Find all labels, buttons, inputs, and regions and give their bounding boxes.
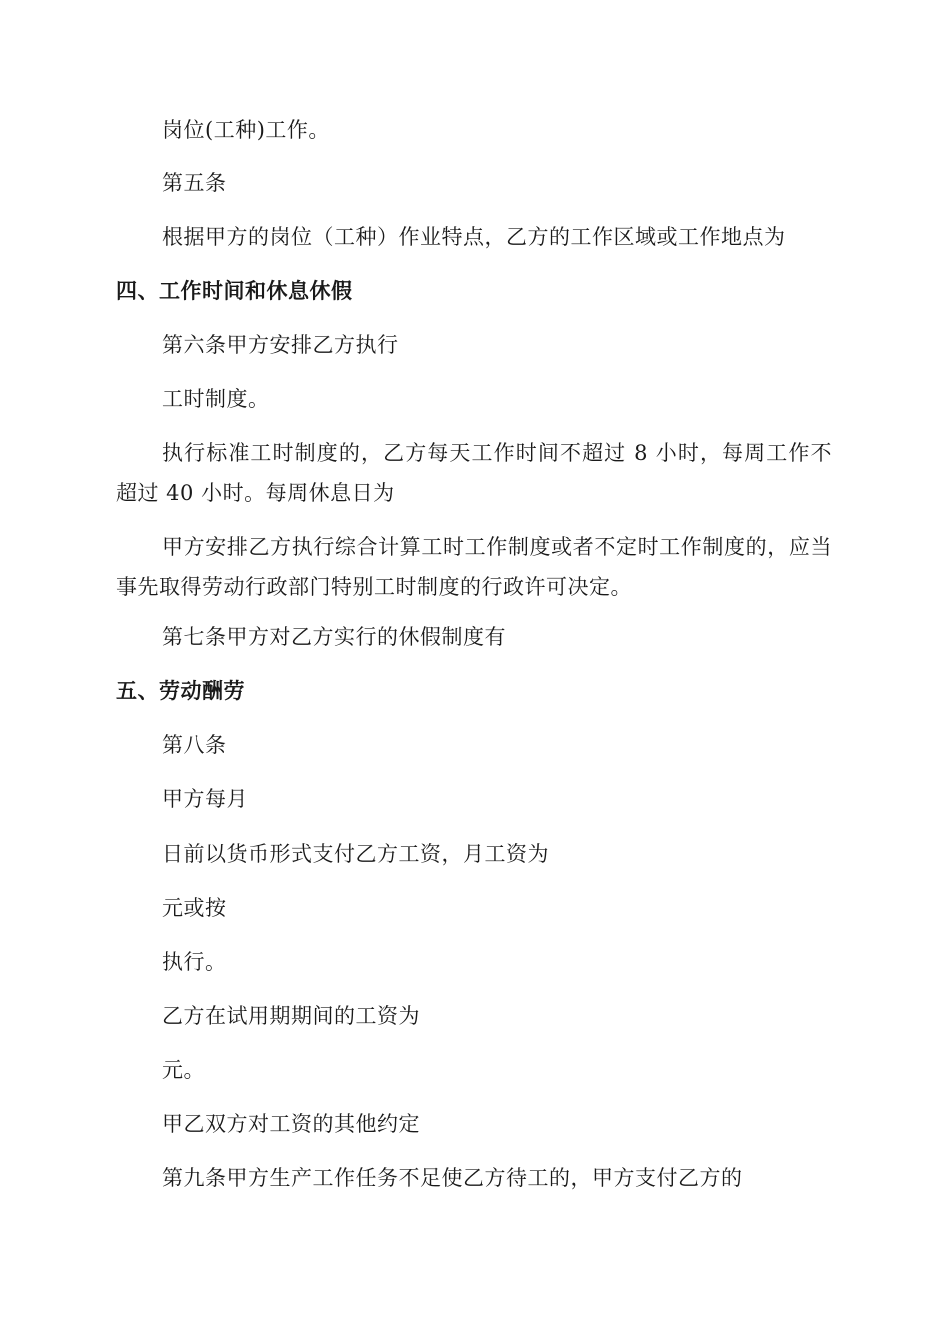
text-line-yuan-or: 元或按 (162, 896, 227, 920)
text-line-execute: 执行。 (162, 950, 227, 974)
text-line-yuan: 元。 (162, 1058, 205, 1082)
paragraph-standard-hours: 执行标准工时制度的，乙方每天工作时间不超过 8 小时，每周工作不超过 40 小时。每周休息日为 (116, 441, 832, 505)
text-line-article-9: 第九条甲方生产工作任务不足使乙方待工的，甲方支付乙方的 (162, 1166, 743, 1190)
section-heading-remuneration: 五、劳动酬劳 (116, 679, 245, 703)
text-line-probation-wage: 乙方在试用期期间的工资为 (162, 1004, 420, 1028)
text-line-other-agreement: 甲乙双方对工资的其他约定 (162, 1112, 420, 1136)
text-line-work-hour-system: 工时制度。 (162, 387, 270, 411)
text-line-article-7: 第七条甲方对乙方实行的休假制度有 (162, 625, 506, 649)
text-line-monthly: 甲方每月 (162, 787, 248, 811)
paragraph-special-hours: 甲方安排乙方执行综合计算工时工作制度或者不定时工作制度的，应当事先取得劳动行政部门特别工时制度的行政许可决定。 (116, 535, 832, 599)
text-line-job-position: 岗位(工种)工作。 (162, 118, 330, 142)
text-line-article-8: 第八条 (162, 733, 227, 757)
text-line-article-6: 第六条甲方安排乙方执行 (162, 333, 399, 357)
text-line-article-5: 第五条 (162, 171, 227, 195)
text-line-pay-date: 日前以货币形式支付乙方工资，月工资为 (162, 842, 549, 866)
section-heading-work-hours: 四、工作时间和休息休假 (116, 279, 353, 303)
text-line-work-location: 根据甲方的岗位（工种）作业特点，乙方的工作区域或工作地点为 (162, 225, 786, 249)
